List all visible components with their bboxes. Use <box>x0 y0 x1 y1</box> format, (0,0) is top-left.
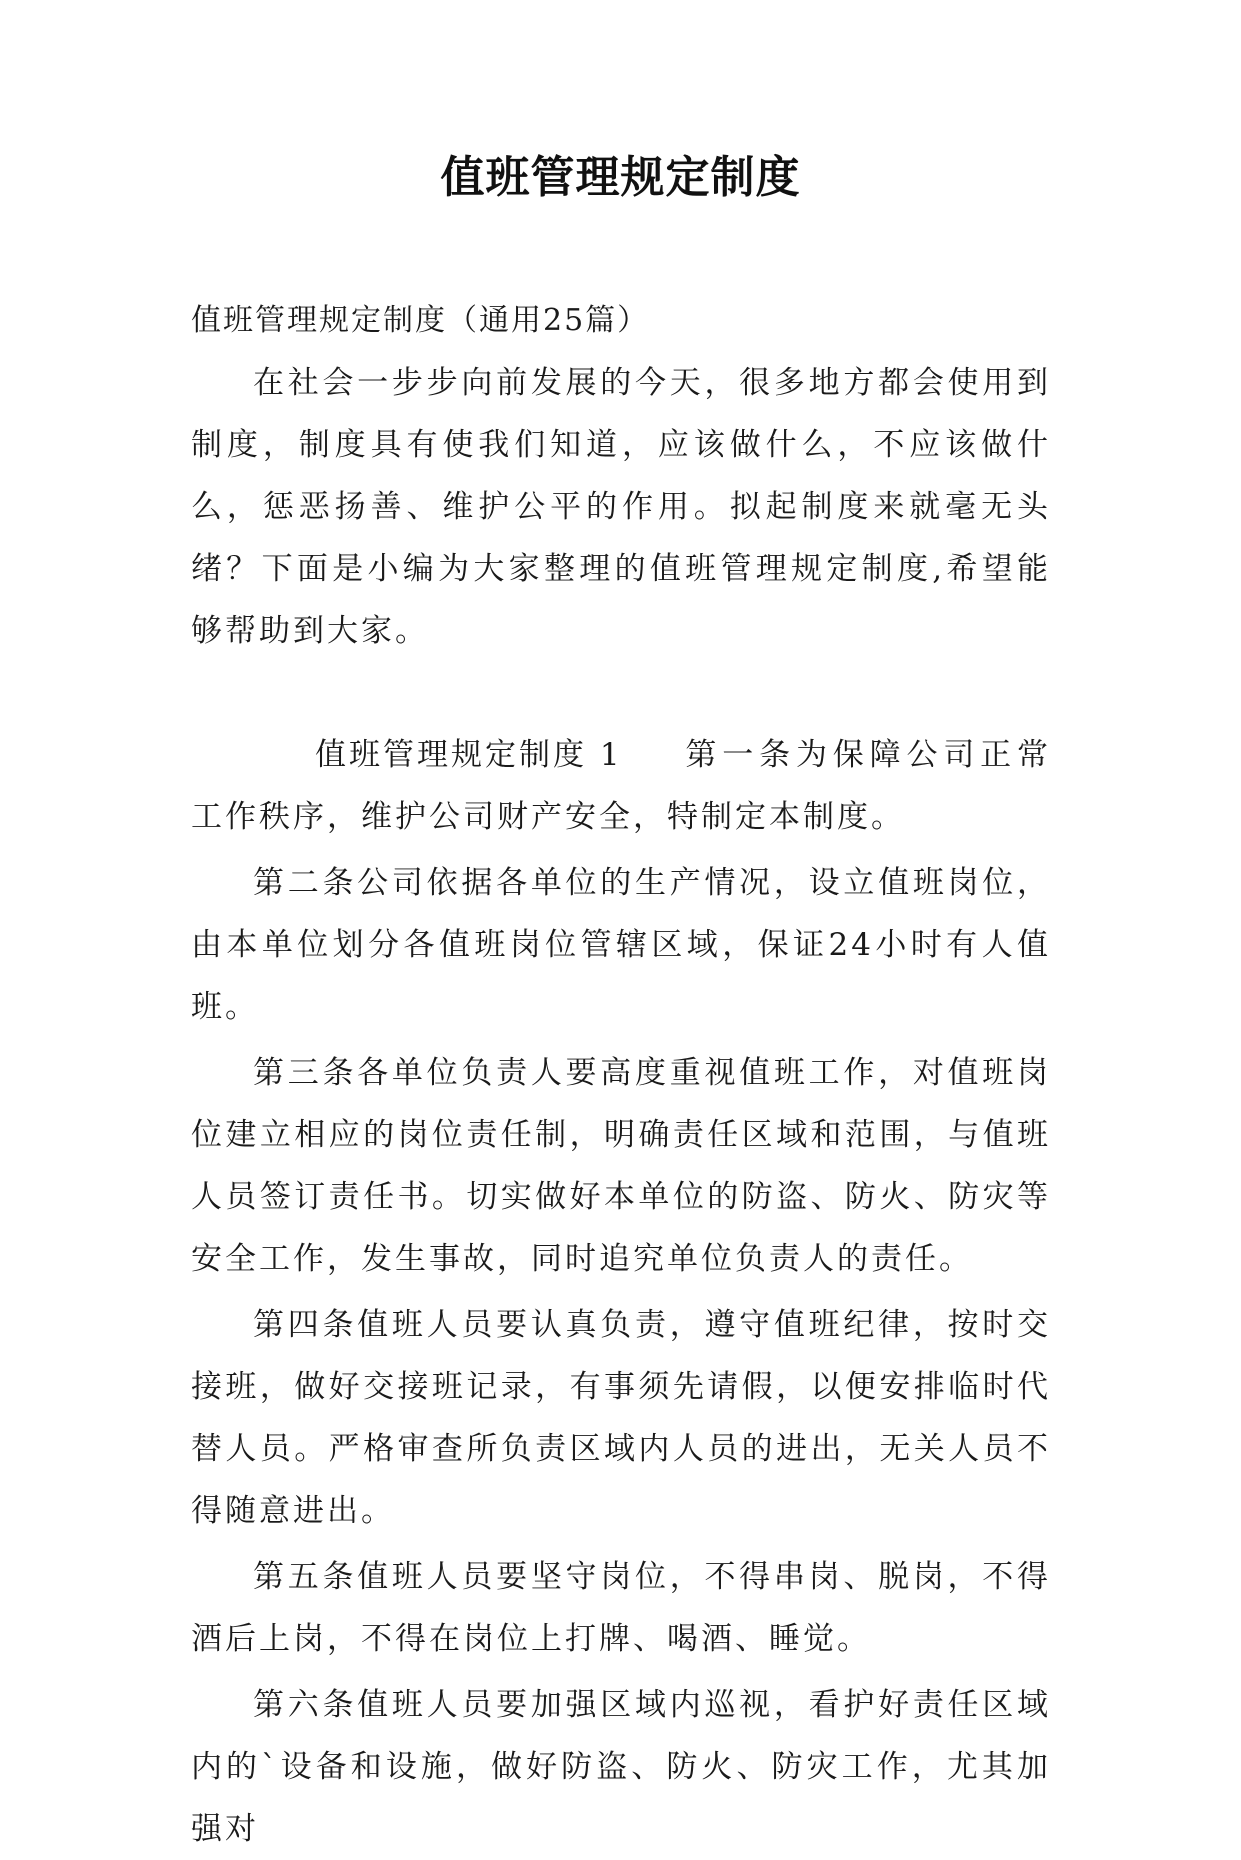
article-1-paragraph <box>191 724 1051 848</box>
article-1-text: 第一条为保障公司正常工作秩序，维护公司财产安全，特制定本制度。 <box>191 737 1051 835</box>
article-3-paragraph: 第三条各单位负责人要高度重视值班工作，对值班岗位建立相应的岗位责任制，明确责任区域和范围，与值班人员签订责任书。切实做好本单位的防盗、防火、防灾等安全工作，发生事故，同时追究单位负责人的责任。 <box>191 1055 1051 1277</box>
document-title: 值班管理规定制度 <box>440 152 801 203</box>
document-subtitle: 值班管理规定制度（通用25篇） <box>191 303 650 338</box>
article-6-paragraph: 第六条值班人员要加强区域内巡视，看护好责任区域内的`设备和设施，做好防盗、防火、防灾工作，尤其加强对 <box>191 1687 1051 1847</box>
article-2-paragraph: 第二条公司依据各单位的生产情况，设立值班岗位，由本单位划分各值班岗位管辖区域，保证24小时有人值班。 <box>191 865 1051 1025</box>
article-5-paragraph: 第五条值班人员要坚守岗位，不得串岗、脱岗，不得酒后上岗，不得在岗位上打牌、喝酒、睡觉。 <box>191 1559 1051 1657</box>
section-heading: 值班管理规定制度 1 <box>315 737 623 773</box>
document-body <box>191 290 1051 1860</box>
intro-paragraph: 在社会一步步向前发展的今天，很多地方都会使用到制度，制度具有使我们知道，应该做什么，不应该做什么，惩恶扬善、维护公平的作用。拟起制度来就毫无头绪？下面是小编为大家整理的值班管理规定制度,希望能够帮助到大家。 <box>191 365 1051 649</box>
article-4-paragraph: 第四条值班人员要认真负责，遵守值班纪律，按时交接班，做好交接班记录，有事须先请假，以便安排临时代替人员。严格审查所负责区域内人员的进出，无关人员不得随意进出。 <box>191 1307 1051 1529</box>
